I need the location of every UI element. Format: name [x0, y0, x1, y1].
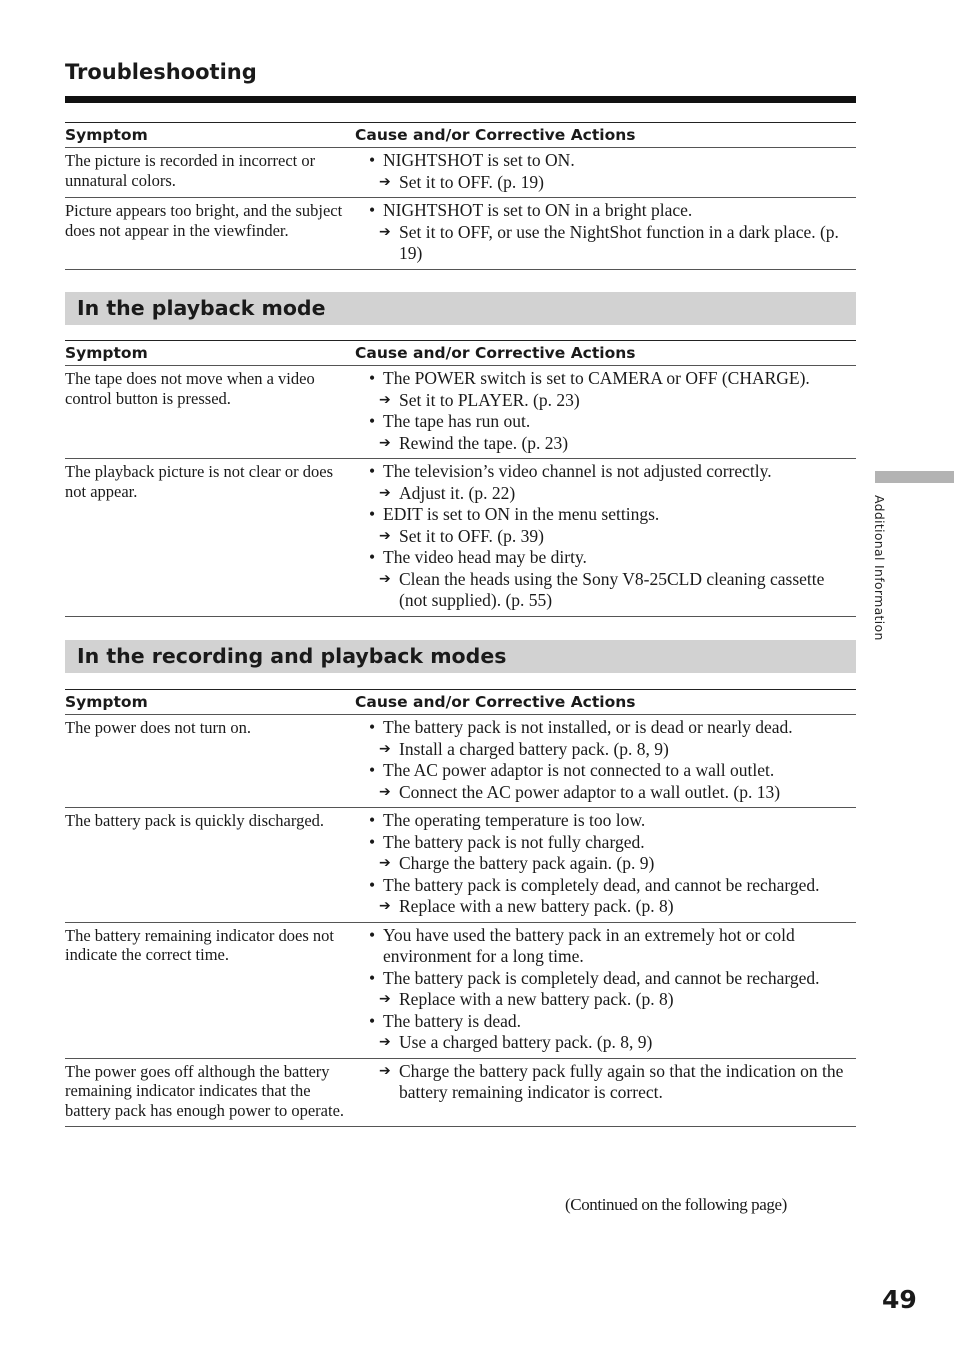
item-text: Replace with a new battery pack. (p. 8): [399, 989, 674, 1009]
item-text: The tape has run out.: [383, 411, 531, 431]
bullet-icon: •: [369, 874, 376, 895]
bullet-icon: •: [369, 924, 376, 945]
table-row: [65, 922, 856, 1058]
table-row: [65, 808, 856, 923]
actions-cell: [355, 808, 856, 923]
continued-note: (Continued on the following page): [565, 1195, 787, 1214]
item-text: Charge the battery pack again. (p. 9): [399, 853, 655, 873]
bullet-icon: •: [369, 810, 376, 830]
cause-item: [355, 461, 856, 483]
section-side-tab: [875, 471, 954, 483]
arrow-right-icon: ➔: [379, 391, 391, 408]
actions-column-header: Cause and/or Corrective Actions: [355, 690, 856, 715]
actions-cell: [355, 198, 856, 270]
item-text: The AC power adaptor is not connected to a wall outlet.: [383, 760, 775, 780]
cause-item: [355, 717, 856, 739]
cause-item: [355, 368, 856, 390]
cause-item: [355, 925, 856, 968]
item-text: NIGHTSHOT is set to ON in a bright place.: [383, 200, 693, 220]
item-text: Rewind the tape. (p. 23): [399, 432, 569, 453]
actions-column-header: Cause and/or Corrective Actions: [355, 123, 856, 148]
symptom-column-header: Symptom: [65, 123, 355, 148]
bullet-icon: •: [369, 760, 376, 780]
arrow-right-icon: ➔: [379, 484, 391, 501]
item-text: The battery is dead.: [383, 1010, 522, 1031]
table-row: [65, 198, 856, 270]
bullet-icon: •: [369, 831, 376, 852]
item-text: NIGHTSHOT is set to ON.: [383, 150, 575, 170]
page-number: 49: [882, 1285, 917, 1314]
actions-cell: [355, 1058, 856, 1127]
corrective-action-item: [355, 1032, 856, 1054]
arrow-right-icon: ➔: [379, 898, 391, 914]
cause-item: [355, 411, 856, 433]
actions-column-header: Cause and/or Corrective Actions: [355, 341, 856, 366]
bullet-icon: •: [369, 150, 376, 170]
table-header-row: [65, 690, 856, 715]
symptom-cell: The picture is recorded in incorrect or unnatural colors.: [65, 148, 355, 198]
table-header-row: [65, 123, 856, 148]
cause-item: [355, 150, 856, 172]
arrow-right-icon: ➔: [379, 434, 391, 451]
cause-item: [355, 760, 856, 782]
corrective-action-item: [355, 433, 856, 455]
arrow-right-icon: ➔: [379, 1062, 391, 1079]
corrective-action-item: [355, 782, 856, 804]
cause-item: [355, 810, 856, 832]
arrow-right-icon: ➔: [379, 783, 391, 800]
corrective-action-item: [355, 1061, 856, 1104]
item-text: EDIT is set to ON in the menu settings.: [383, 504, 660, 524]
arrow-right-icon: ➔: [379, 855, 391, 871]
corrective-action-item: [355, 896, 856, 918]
bullet-icon: •: [369, 967, 376, 988]
actions-cell: [355, 459, 856, 617]
symptom-column-header: Symptom: [65, 341, 355, 366]
item-text: Set it to OFF. (p. 19): [399, 171, 544, 192]
bullet-icon: •: [369, 200, 376, 220]
bullet-icon: •: [369, 504, 376, 524]
item-text: Set it to OFF. (p. 39): [399, 525, 544, 546]
bullet-icon: •: [369, 1010, 376, 1031]
cause-item: [355, 504, 856, 526]
troubleshooting-table-recording: [65, 122, 856, 270]
item-text: Adjust it. (p. 22): [399, 482, 516, 503]
arrow-right-icon: ➔: [379, 223, 391, 240]
corrective-action-item: [355, 172, 856, 194]
table-row: [65, 148, 856, 198]
bullet-icon: •: [369, 411, 376, 431]
section-heading-playback: In the playback mode: [77, 296, 326, 320]
item-text: The television’s video channel is not adjusted correctly.: [383, 461, 772, 481]
table-row: [65, 366, 856, 459]
actions-cell: [355, 148, 856, 198]
table-row: [65, 715, 856, 808]
item-text: Use a charged battery pack. (p. 8, 9): [399, 1032, 653, 1052]
side-section-label: Additional Information: [872, 495, 887, 641]
cause-item: [355, 1011, 856, 1033]
bullet-icon: •: [369, 717, 376, 737]
corrective-action-item: [355, 390, 856, 412]
item-text: The video head may be dirty.: [383, 547, 587, 567]
actions-cell: [355, 366, 856, 459]
symptom-cell: Picture appears too bright, and the subject does not appear in the viewfinder.: [65, 198, 355, 270]
item-text: Set it to OFF, or use the NightShot function in a dark place. (p. 19): [399, 221, 839, 263]
symptom-cell: The playback picture is not clear or does not appear.: [65, 459, 355, 617]
bullet-icon: •: [369, 547, 376, 567]
item-text: The POWER switch is set to CAMERA or OFF (CHARGE).: [383, 368, 810, 388]
table-row: [65, 1058, 856, 1127]
item-text: The battery pack is not fully charged.: [383, 831, 645, 852]
item-text: Clean the heads using the Sony V8-25CLD cleaning cassette (not supplied). (p. 55): [399, 568, 825, 610]
item-text: You have used the battery pack in an extremely hot or cold environment for a long time.: [383, 924, 795, 966]
actions-cell: [355, 715, 856, 808]
corrective-action-item: [355, 989, 856, 1011]
arrow-right-icon: ➔: [379, 173, 391, 190]
symptom-cell: The battery pack is quickly discharged.: [65, 808, 355, 923]
corrective-action-item: [355, 739, 856, 761]
cause-item: [355, 200, 856, 222]
cause-item: [355, 832, 856, 854]
cause-item: [355, 968, 856, 990]
cause-item: [355, 547, 856, 569]
corrective-action-item: [355, 222, 856, 265]
section-heading-bar-recording-playback: [65, 640, 856, 673]
item-text: The operating temperature is too low.: [383, 810, 646, 830]
section-heading-bar-playback: [65, 292, 856, 325]
arrow-right-icon: ➔: [379, 570, 391, 587]
page-title: Troubleshooting: [65, 60, 257, 84]
symptom-cell: The power goes off although the battery remaining indicator indicates that the battery pack has enough power to operate.: [65, 1058, 355, 1127]
corrective-action-item: [355, 483, 856, 505]
item-text: The battery pack is not installed, or is dead or nearly dead.: [383, 717, 793, 737]
item-text: Install a charged battery pack. (p. 8, 9): [399, 738, 669, 759]
table-header-row: [65, 341, 856, 366]
symptom-cell: The power does not turn on.: [65, 715, 355, 808]
troubleshooting-table-playback: [65, 340, 856, 617]
bullet-icon: •: [369, 461, 376, 481]
corrective-action-item: [355, 569, 856, 612]
item-text: Connect the AC power adaptor to a wall outlet. (p. 13): [399, 781, 781, 802]
cause-item: [355, 875, 856, 897]
section-heading-recording-playback: In the recording and playback modes: [77, 644, 507, 668]
corrective-action-item: [355, 526, 856, 548]
item-text: The battery pack is completely dead, and cannot be recharged.: [383, 874, 820, 895]
arrow-right-icon: ➔: [379, 1034, 391, 1050]
arrow-right-icon: ➔: [379, 991, 391, 1007]
item-text: Replace with a new battery pack. (p. 8): [399, 896, 674, 916]
symptom-cell: The tape does not move when a video control button is pressed.: [65, 366, 355, 459]
corrective-action-item: [355, 853, 856, 875]
actions-cell: [355, 922, 856, 1058]
symptom-cell: The battery remaining indicator does not indicate the correct time.: [65, 922, 355, 1058]
item-text: Charge the battery pack fully again so that the indication on the battery remaining indicator is correct.: [399, 1060, 844, 1102]
arrow-right-icon: ➔: [379, 527, 391, 544]
troubleshooting-table-recording-playback: [65, 689, 856, 1127]
item-text: The battery pack is completely dead, and cannot be recharged.: [383, 967, 820, 988]
bullet-icon: •: [369, 368, 376, 388]
title-rule: [65, 96, 856, 103]
item-text: Set it to PLAYER. (p. 23): [399, 389, 580, 410]
table-row: [65, 459, 856, 617]
symptom-column-header: Symptom: [65, 690, 355, 715]
arrow-right-icon: ➔: [379, 740, 391, 757]
